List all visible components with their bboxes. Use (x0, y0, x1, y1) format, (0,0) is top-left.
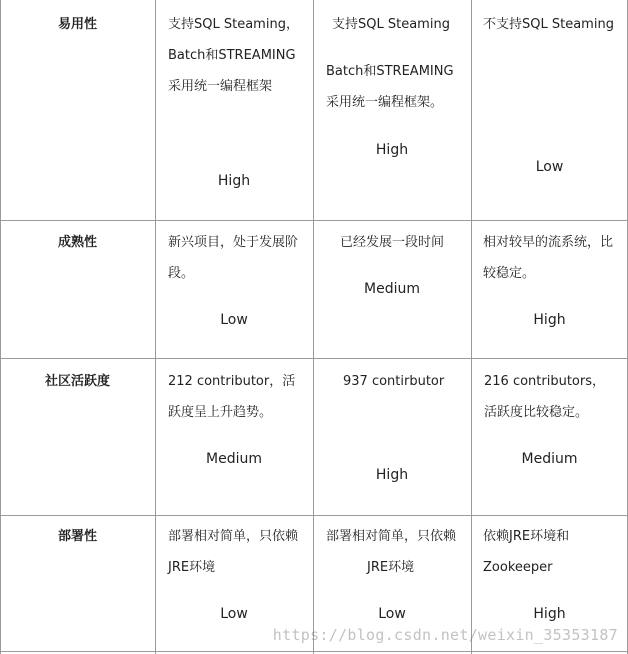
rating-value: High (217, 173, 251, 189)
cell-text: Zookeeper (483, 560, 553, 575)
cell-text: 新兴项目，处于发展阶 (168, 235, 299, 250)
rating-value: Medium (364, 281, 420, 297)
cell-text: 937 contirbutor (343, 374, 445, 389)
cell-text: 支持SQL Steaming (332, 17, 450, 32)
cell-text: 不支持SQL Steaming (483, 17, 614, 32)
row-header: 易用性 (57, 17, 97, 32)
cell-text: 216 contributors， (484, 374, 605, 389)
cell-text: 跃度呈上升趋势。 (168, 405, 273, 420)
row-divider (0, 358, 628, 359)
cell-text: 依赖JRE环境和 (483, 529, 570, 544)
cell-text: Batch和STREAMING (168, 48, 296, 63)
rating-value: High (533, 312, 566, 328)
cell-text: Batch和STREAMING (326, 64, 454, 79)
cell-text: 活跃度比较稳定。 (484, 405, 589, 420)
column-divider (313, 0, 314, 654)
rating-value: Low (378, 606, 406, 622)
cell-text: 采用统一编程框架 (168, 79, 273, 94)
row-divider (0, 515, 628, 516)
cell-text: 支持SQL Steaming， (168, 17, 299, 32)
cell-text: JRE环境 (168, 560, 216, 575)
row-header: 部署性 (57, 529, 97, 544)
cell-text: 采用统一编程框架。 (326, 95, 444, 110)
table-border (0, 0, 1, 654)
rating-value: High (533, 606, 566, 622)
row-header: 成熟性 (57, 235, 97, 250)
cell-text: JRE环境 (367, 560, 415, 575)
cell-text: 部署相对简单，只依赖 (326, 529, 457, 544)
rating-value: Low (220, 312, 248, 328)
rating-value: Medium (206, 451, 262, 467)
cell-text: 段。 (168, 266, 195, 281)
watermark-url: https://blog.csdn.net/weixin_35353187 (272, 626, 618, 644)
rating-value: High (375, 467, 409, 483)
rating-value: Low (220, 606, 248, 622)
cell-text: 已经发展一段时间 (340, 235, 445, 250)
rating-value: Medium (521, 451, 578, 467)
row-divider (0, 651, 628, 652)
row-divider (0, 220, 628, 221)
cell-text: 部署相对简单，只依赖 (168, 529, 299, 544)
cell-text: 较稳定。 (483, 266, 536, 281)
cell-text: 212 contributor，活 (168, 374, 296, 389)
rating-value: Low (535, 159, 564, 175)
cell-text: 相对较早的流系统，比 (483, 235, 614, 250)
rating-value: High (375, 142, 409, 158)
row-header: 社区活跃度 (44, 374, 110, 389)
